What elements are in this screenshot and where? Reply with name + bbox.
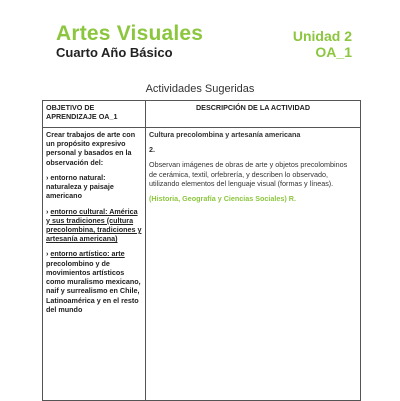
artistic-prefix: › [46,249,51,259]
header-unit: Unidad 2 [292,28,352,44]
natural-text: naturaleza y paisaje americano [46,182,114,201]
activity-link: (Historia, Geografía y Ciencias Sociales) R. [149,194,296,204]
objective-artistic [46,249,142,314]
artistic-text: precolombino y de movimientos artísticos como muralismo mexicano, naif y surrealismo en Chile, Latinoamérica y en el resto del mundo [46,258,141,314]
objective-cultural [46,207,142,244]
objective-intro: Crear trabajos de arte con un propósito expresivo personal y basados en la observación del: [46,130,136,167]
header-title: Artes Visuales [56,22,204,45]
table-header-row [43,101,361,128]
description-cell [146,128,361,401]
activity-text: Observan imágenes de obras de arte y objetos precolombinos de cerámica, textil, orfebrería, y describen lo observado, utilizando elementos del lenguaje visual (formas y líneas). [149,160,348,188]
cultural-prefix: › [46,206,51,216]
header-objective: OBJETIVO DE APRENDIZAJE OA_1 [43,101,146,128]
activity-title: Cultura precolombina y artesanía americana [149,130,301,139]
objective-cell [43,128,146,401]
table-row [43,128,361,401]
activities-table [42,100,361,401]
header-code: OA_1 [315,44,352,60]
activity-number: 2. [149,145,155,155]
natural-label: › entorno natural: [46,172,106,182]
objective-natural [46,173,142,201]
header-description: DESCRIPCIÓN DE LA ACTIVIDAD [146,101,361,128]
cultural-label: entorno cultural: América y sus tradiciones (cultura precolombina, tradiciones y artesanía americana) [46,206,142,244]
header-subtitle: Cuarto Año Básico [56,45,173,60]
section-title: Actividades Sugeridas [145,83,255,95]
artistic-label: entorno artístico: arte [50,249,125,259]
